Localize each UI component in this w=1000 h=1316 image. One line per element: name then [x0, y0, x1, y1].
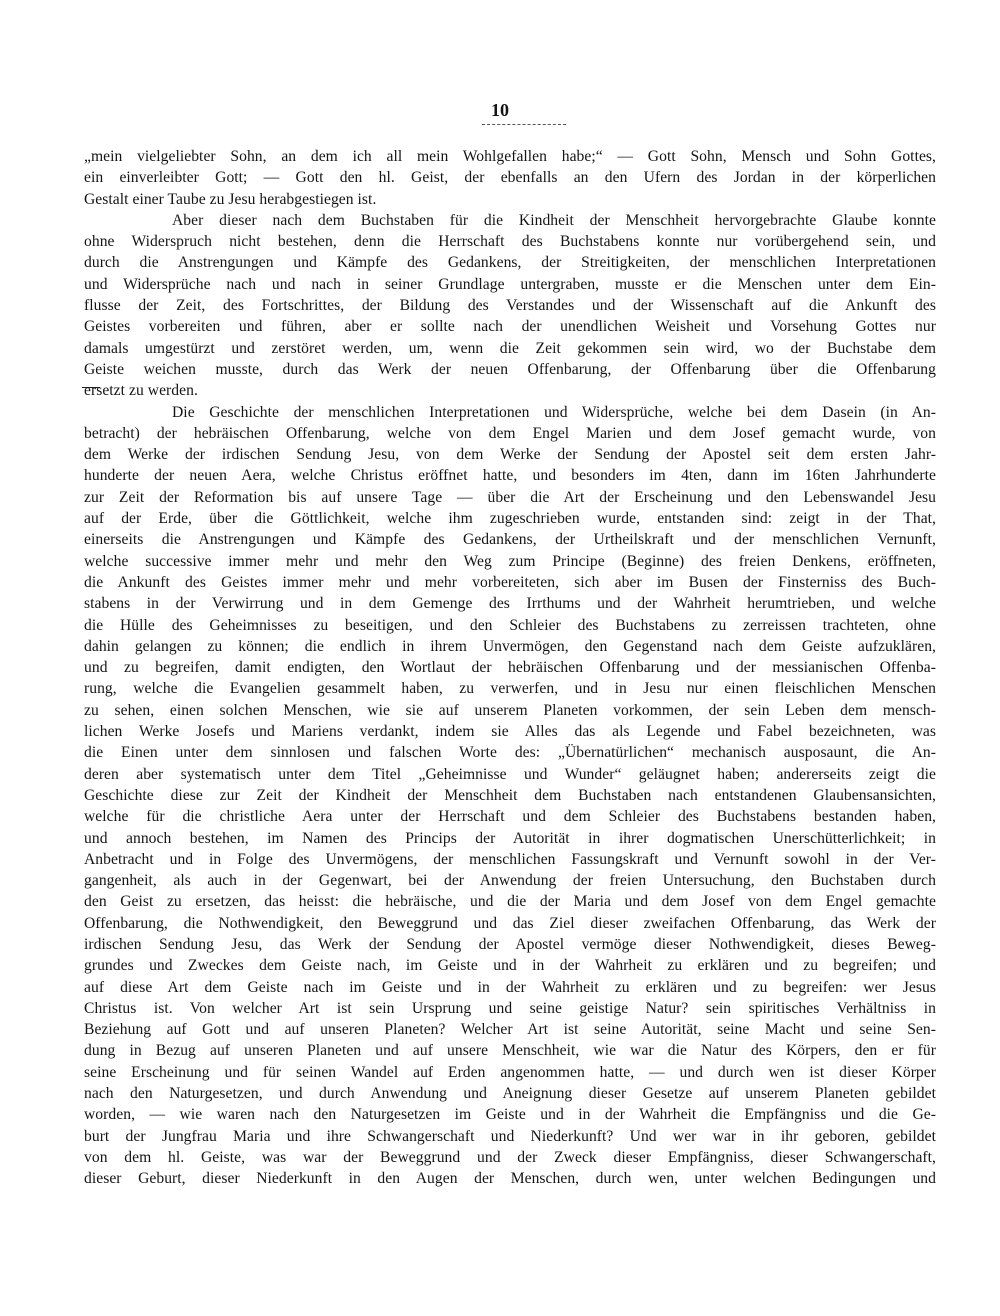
text-line: ein einverleibter Gott; — Gott den hl. Geist, der ebenfalls an den Ufern des Jordan in der körperlichen: [84, 169, 936, 187]
text-line: Offenbarung, die Nothwendigkeit, den Beweggrund und das Ziel dieser zweifachen Offenbarung, das Werk der: [84, 914, 936, 932]
text-line: dem Werke der irdischen Sendung Jesu, von dem Werke der Sendung der Apostel seit dem ersten Jahr-: [84, 446, 936, 464]
text-line: und annoch bestehen, im Namen des Princips der Autorität in ihrer dogmatischen Unerschütterlichkeit; in: [84, 829, 936, 847]
page-header: [0, 100, 1000, 120]
text-line: Geschichte diese zur Zeit der Kindheit der Menschheit dem Buchstaben nach entstandenen Glaubensansichten,: [84, 786, 936, 804]
text-line: gangenheit, als auch in der Gegenwart, bei der Anwendung der freien Untersuchung, den Buchstaben durch: [84, 872, 936, 890]
text-line: grundes und Zweckes dem Geiste nach, im Geiste und in der Wahrheit zu erklären und zu begreifen; und: [84, 957, 936, 975]
text-line: hunderte der neuen Aera, welche Christus eröffnet hatte, und besonders im 4ten, dann im 16ten Jahrhunderte: [84, 467, 936, 485]
text-line: flusse der Zeit, des Fortschrittes, der Bildung des Verstandes und der Wissenschaft auf die Ankunft des: [84, 297, 936, 315]
text-line: und zu begreifen, damit endigten, den Wortlaut der hebräischen Offenbarung und der messianischen Offenba-: [84, 659, 936, 677]
text-line: dahin gelangen zu können; die endlich in ihrem Unvermögen, den Gegenstand nach dem Geiste aufzuklären,: [84, 637, 936, 655]
text-line: auf der Erde, über die Göttlichkeit, welche ihm zugeschrieben wurde, entstanden sind: zeigt in der That,: [84, 510, 936, 528]
text-line: dieser Geburt, dieser Niederkunft in den Augen der Menschen, durch wen, unter welchen Bedingungen und: [84, 1170, 936, 1188]
text-line: betracht) der hebräischen Offenbarung, welche von dem Engel Marien und dem Josef gemacht wurde, von: [84, 424, 936, 442]
text-line: zu sehen, einen solchen Menschen, wie sie auf unserem Planeten vorkommen, der sein Leben dem mensch-: [84, 701, 936, 719]
text-line: und Widersprüche nach und nach in seiner Grundlage untergraben, musste er die Menschen unter dem Ein-: [84, 275, 936, 293]
text-line: den Geist zu ersetzen, das heisst: die hebräische, und die der Maria und dem Josef von dem Engel gemachte: [84, 893, 936, 911]
page-number: 10: [491, 100, 509, 120]
text-line: die Hülle des Geheimnisses zu beseitigen, und den Schleier des Buchstabens zu zerreissen trachteten, ohne: [84, 616, 936, 634]
text-line: Anbetracht und in Folge des Unvermögens, der menschlichen Fassungskraft und Vernunft sowohl in der Ver-: [84, 850, 936, 868]
text-line: Gestalt einer Taube zu Jesu herabgestiegen ist.: [84, 190, 377, 208]
text-line: Aber dieser nach dem Buchstaben für die Kindheit der Menschheit hervorgebrachte Glaube konnte: [172, 211, 936, 229]
paragraph: [84, 210, 936, 402]
body-text: [84, 146, 936, 1190]
text-line: lichen Werke Josefs und Mariens verdankt, indem sie Alles das als Legende und Fabel bezeichneten, was: [84, 723, 936, 741]
text-line: irdischen Sendung Jesu, das Werk der Sendung der Apostel vermöge dieser Nothwendigkeit, dieses Beweg-: [84, 935, 936, 953]
header-rule: [482, 124, 566, 125]
text-line: welche für die christliche Aera unter der Herrschaft und dem Schleier des Buchstabens bestanden haben,: [84, 808, 936, 826]
paragraph: [84, 146, 936, 210]
text-line: ersetzt zu werden.: [84, 382, 198, 400]
text-line: Beziehung auf Gott und auf unseren Planeten? Welcher Art ist seine Autorität, seine Macht und seine Sen-: [84, 1021, 936, 1039]
text-line: von dem hl. Geiste, was war der Beweggrund und der Zweck dieser Empfängniss, dieser Schwangerschaft,: [84, 1148, 936, 1166]
text-line: durch die Anstrengungen und Kämpfe des Gedankens, der Streitigkeiten, der menschlichen Interpretationen: [84, 254, 936, 272]
text-line: zur Zeit der Reformation bis auf unsere Tage — über die Art der Erscheinung und den Lebenswandel Jesu: [84, 488, 936, 506]
text-line: rung, welche die Evangelien gesammelt haben, zu verwerfen, und in Jesu nur einen fleischlichen Menschen: [84, 680, 936, 698]
text-line: stabens in der Verwirrung und in dem Gemenge des Irrthums und der Wahrheit herumtrieben, und welche: [84, 595, 936, 613]
text-line: welche successive immer mehr und mehr den Weg zum Principe (Beginne) des freien Denkens, eröffneten,: [84, 552, 936, 570]
text-line: Die Geschichte der menschlichen Interpretationen und Widersprüche, welche bei dem Dasein (in An-: [172, 403, 936, 421]
paragraph: [84, 402, 936, 1190]
text-line: nach den Naturgesetzen, und durch Anwendung und Aneignung dieser Gesetze auf unserem Planeten gebildet: [84, 1085, 936, 1103]
text-line: damals umgestürzt und zerstöret werden, um, wenn die Zeit gekommen sein wird, wo der Buchstabe dem: [84, 339, 936, 357]
text-line: burt der Jungfrau Maria und ihre Schwangerschaft und Niederkunft? Und wer war in ihr geboren, gebildet: [84, 1127, 936, 1145]
text-line: dung in Bezug auf unseren Planeten und auf unsere Menschheit, wie war die Natur des Körpers, den er für: [84, 1042, 936, 1060]
text-line: worden, — wie waren nach den Naturgesetzen im Geiste und in der Wahrheit die Empfängniss und die Ge-: [84, 1106, 936, 1124]
text-line: „mein vielgeliebter Sohn, an dem ich all mein Wohlgefallen habe;“ — Gott Sohn, Mensch und Sohn Gottes,: [84, 148, 936, 165]
text-line: einerseits die Anstrengungen und Kämpfe des Gedankens, der Urtheilskraft und der menschlichen Vernunft,: [84, 531, 936, 549]
text-line: Geistes vorbereiten und führen, aber er sollte nach der unendlichen Weisheit und Vorsehung Gottes nur: [84, 318, 936, 336]
text-line: deren aber systematisch unter dem Titel „Geheimnisse und Wunder“ geläugnet haben; andererseits zeigt die: [84, 765, 936, 783]
text-line: die Ankunft des Geistes immer mehr und mehr vorbereiteten, sich aber im Busen der Finsterniss des Buch-: [84, 573, 936, 591]
text-line: ohne Widerspruch nicht bestehen, denn die Herrschaft des Buchstabens konnte nur vorübergehend sein, und: [84, 233, 936, 251]
text-line: auf diese Art dem Geiste nach im Geiste und in der Wahrheit zu erklären und zu begreifen: wer Jesus: [84, 978, 936, 996]
text-line: seine Erscheinung und für seinen Wandel auf Erden angenommen hatte, — und durch wen ist dieser Körper: [84, 1063, 936, 1081]
text-line: die Einen unter dem sinnlosen und falschen Worte des: „Übernatürlichen“ mechanisch ausposaunt, die An-: [84, 744, 936, 762]
text-line: Christus ist. Von welcher Art ist sein Ursprung und seine geistige Natur? sein spiritisches Verhältniss in: [84, 999, 936, 1017]
text-line: Geiste weichen musste, durch das Werk der neuen Offenbarung, der Offenbarung über die Offenbarung: [84, 360, 936, 378]
